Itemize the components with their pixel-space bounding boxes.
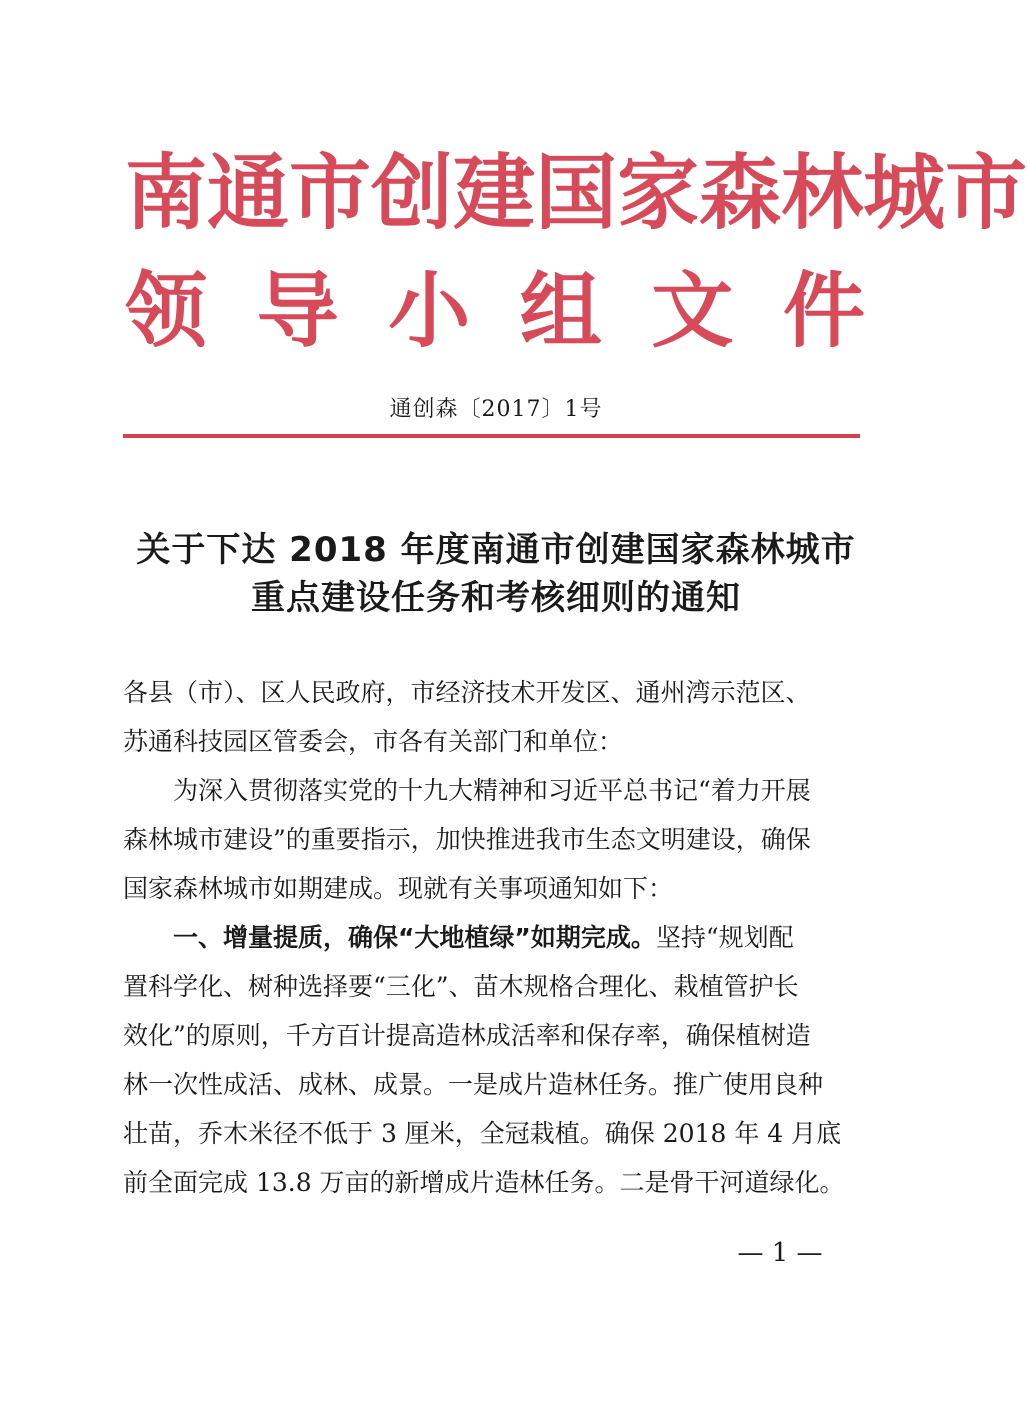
header-char: 文 [651, 264, 734, 359]
body-text: 各县（市）、区人民政府，市经济技术开发区、通州湾示范区、 [123, 678, 811, 707]
body-text: 前全面完成 13.8 万亩的新增成片造林任务。二是骨干河道绿化。 [123, 1168, 845, 1197]
header-char: 国 [535, 146, 618, 241]
paragraph-1-line-2 [123, 827, 857, 852]
header-char: 家 [617, 146, 700, 241]
body-text: 为深入贯彻落实党的十九大精神和习近平总书记“着力开展 [173, 776, 811, 805]
header-char: 森 [699, 146, 782, 241]
body-text: 置科学化、树种选择要“三化”、苗木规格合理化、栽植管护长 [123, 972, 799, 1001]
paragraph-2-line-5 [123, 1121, 857, 1146]
body-text: 壮苗，乔木米径不低于 3 厘米，全冠栽植。确保 2018 年 4 月底 [123, 1119, 842, 1148]
red-header-line-2 [125, 254, 865, 370]
header-char: 创 [371, 146, 454, 241]
body-text: 苏通科技园区管委会，市各有关部门和单位： [123, 727, 624, 756]
header-char: 南 [125, 146, 208, 241]
header-char: 林 [781, 146, 864, 241]
header-char: 城 [863, 146, 946, 241]
header-char: 组 [519, 264, 602, 359]
header-char: 领 [125, 264, 208, 359]
header-char: 小 [388, 264, 471, 359]
title-line-1: 关于下达 2018 年度南通市创建国家森林城市 [136, 530, 856, 570]
red-header-line-1 [125, 136, 1027, 252]
section-heading: 一、增量提质，确保“大地植绿”如期完成。 [173, 923, 656, 952]
document-number: 通创森〔2017〕1号 [389, 397, 603, 422]
page-number: — 1 — [737, 1238, 823, 1268]
header-char: 导 [256, 264, 339, 359]
header-char: 建 [453, 146, 536, 241]
paragraph-2-line-4 [123, 1072, 857, 1097]
header-char: 市 [289, 146, 372, 241]
title-line-2: 重点建设任务和考核细则的通知 [251, 578, 741, 618]
paragraph-1-line-3 [123, 876, 857, 901]
paragraph-2-line-3 [123, 1023, 857, 1048]
body-text: 林一次性成活、成林、成景。一是成片造林任务。推广使用良种 [123, 1070, 824, 1099]
red-divider-rule [123, 434, 860, 438]
body-text: 效化”的原则，千方百计提高造林成活率和保存率，确保植树造 [123, 1021, 811, 1050]
paragraph-2-line-1 [173, 925, 857, 950]
addressee-line-1 [123, 680, 857, 705]
header-char: 通 [207, 146, 290, 241]
paragraph-1-line-1 [173, 778, 857, 803]
paragraph-2-line-6 [123, 1170, 857, 1195]
addressee-line-2 [123, 729, 857, 754]
header-char: 件 [782, 264, 865, 359]
header-char: 市 [945, 146, 1027, 241]
body-text: 坚持“规划配 [655, 923, 794, 952]
paragraph-2-line-2 [123, 974, 857, 999]
body-text: 森林城市建设”的重要指示，加快推进我市生态文明建设，确保 [123, 825, 811, 854]
body-text: 国家森林城市如期建成。现就有关事项通知如下： [123, 874, 674, 903]
